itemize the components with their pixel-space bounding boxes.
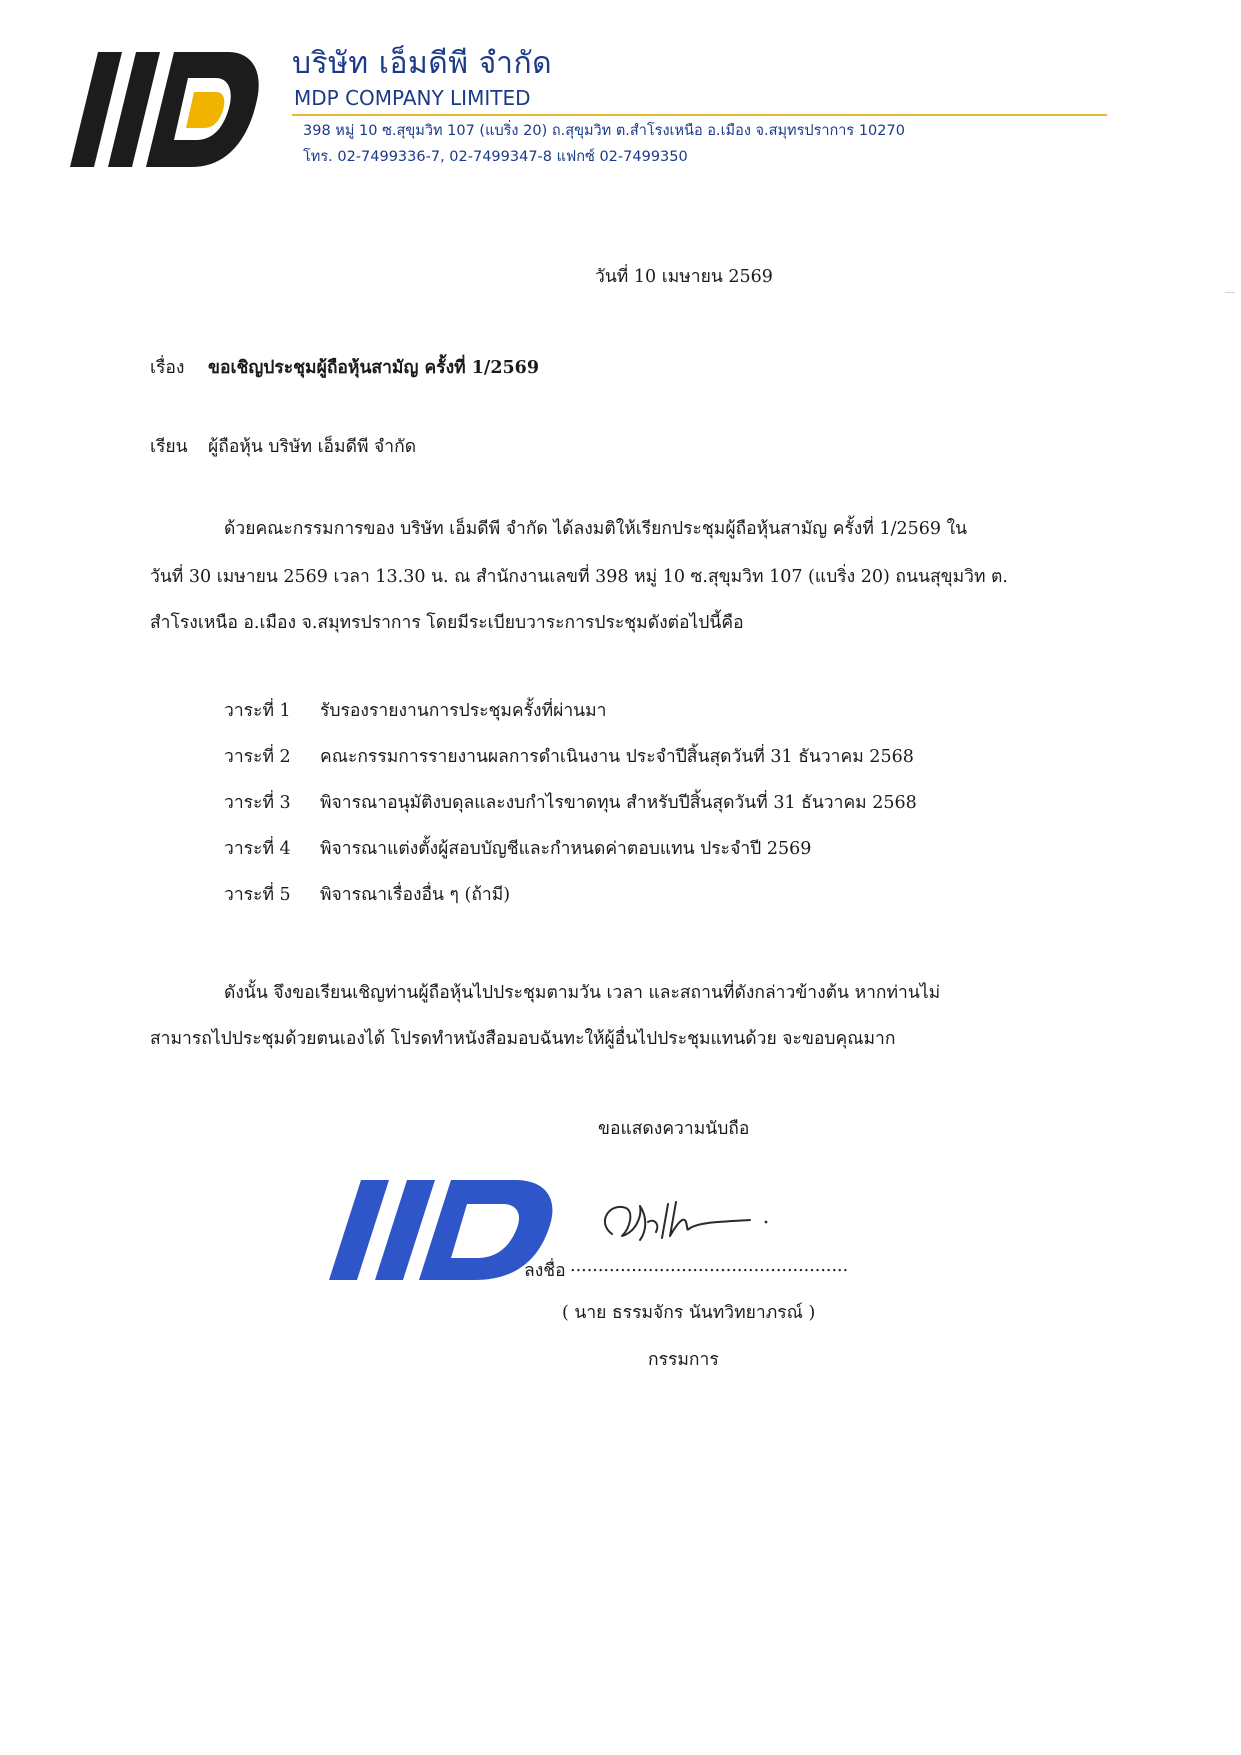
paragraph1-line: วันที่ 30 เมษายน 2569 เวลา 13.30 น. ณ สำนักงานเลขที่ 398 หมู่ 10 ซ.สุขุมวิท 107 (แบริ่ง 20) ถนนสุขุมวิท ต.	[150, 567, 1008, 587]
company-address: 398 หมู่ 10 ซ.สุขุมวิท 107 (แบริ่ง 20) ถ.สุขุมวิท ต.สำโรงเหนือ อ.เมือง จ.สมุทรปราการ 10270	[303, 123, 905, 139]
sign-label: ลงชื่อ	[524, 1261, 566, 1281]
mdp-logo-icon	[70, 52, 260, 167]
letter-date: วันที่ 10 เมษายน 2569	[595, 267, 773, 287]
agenda-item-text: พิจารณาเรื่องอื่น ๆ (ถ้ามี)	[320, 885, 511, 905]
paragraph1-line: สำโรงเหนือ อ.เมือง จ.สมุทรปราการ โดยมีระเบียบวาระการประชุมดังต่อไปนี้คือ	[150, 613, 744, 633]
paragraph2-line: ดังนั้น จึงขอเรียนเชิญท่านผู้ถือหุ้นไปประชุมตามวัน เวลา และสถานที่ดังกล่าวข้างต้น หากท่านไม่	[224, 983, 941, 1003]
agenda-item-text: พิจารณาแต่งตั้งผู้สอบบัญชีและกำหนดค่าตอบแทน ประจำปี 2569	[320, 839, 812, 859]
signer-name: ( นาย ธรรมจักร นันทวิทยาภรณ์ )	[562, 1303, 816, 1323]
agenda-item-text: คณะกรรมการรายงานผลการดำเนินงาน ประจำปีสิ้นสุดวันที่ 31 ธันวาคม 2568	[320, 747, 914, 767]
header-divider	[292, 114, 1107, 116]
recipient-label: เรียน	[150, 437, 188, 457]
signature-line: ..................................................	[570, 1256, 849, 1276]
agenda-item-label: วาระที่ 2	[224, 747, 291, 767]
agenda-item-label: วาระที่ 3	[224, 793, 291, 813]
company-phone: โทร. 02-7499336-7, 02-7499347-8 แฟกซ์ 02-7499350	[303, 149, 688, 165]
agenda-item-text: พิจารณาอนุมัติงบดุลและงบกำไรขาดทุน สำหรับปีสิ้นสุดวันที่ 31 ธันวาคม 2568	[320, 793, 917, 813]
agenda-item-label: วาระที่ 5	[224, 885, 291, 905]
subject-label: เรื่อง	[150, 358, 185, 378]
company-name-thai: บริษัท เอ็มดีพี จำกัด	[292, 46, 553, 81]
company-stamp-icon	[327, 1180, 557, 1280]
subject-text: ขอเชิญประชุมผู้ถือหุ้นสามัญ ครั้งที่ 1/2569	[208, 358, 540, 378]
paragraph2-line: สามารถไปประชุมด้วยตนเองได้ โปรดทำหนังสือมอบฉันทะให้ผู้อื่นไปประชุมแทนด้วย จะขอบคุณมาก	[150, 1029, 896, 1049]
closing-text: ขอแสดงความนับถือ	[598, 1119, 750, 1139]
agenda-item-text: รับรองรายงานการประชุมครั้งที่ผ่านมา	[320, 701, 607, 721]
company-name-english: MDP COMPANY LIMITED	[294, 86, 531, 110]
agenda-item-label: วาระที่ 1	[224, 701, 291, 721]
paragraph1-line: ด้วยคณะกรรมการของ บริษัท เอ็มดีพี จำกัด ได้ลงมติให้เรียกประชุมผู้ถือหุ้นสามัญ ครั้งที่ 1/2569 ใน	[224, 519, 968, 539]
agenda-item-label: วาระที่ 4	[224, 839, 291, 859]
signature-icon	[590, 1192, 780, 1262]
signer-position: กรรมการ	[648, 1350, 719, 1370]
scan-edge-mark	[1225, 292, 1235, 293]
recipient-text: ผู้ถือหุ้น บริษัท เอ็มดีพี จำกัด	[208, 437, 417, 457]
